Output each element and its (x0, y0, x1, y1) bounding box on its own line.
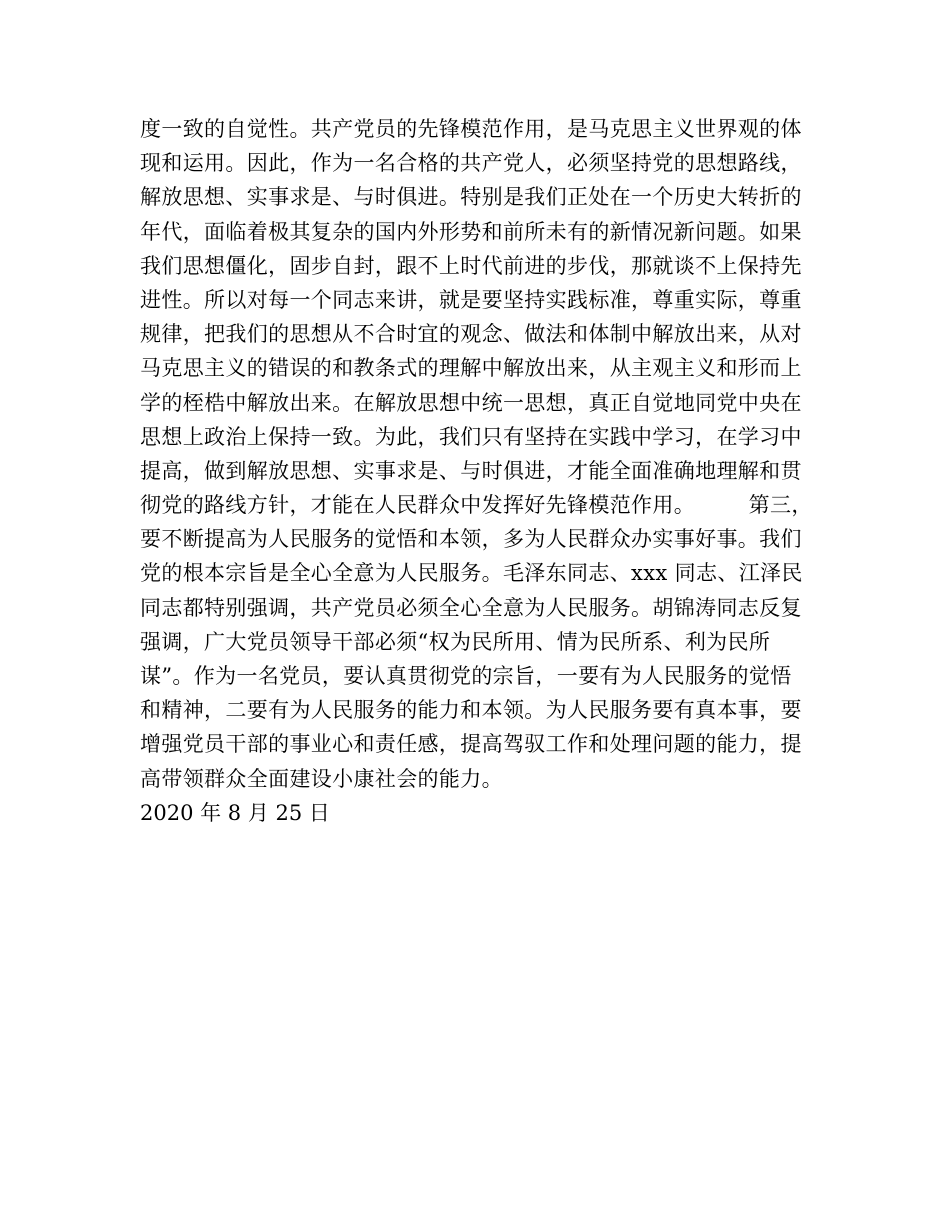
document-body (140, 112, 830, 830)
text-line: 高带领群众全面建设小康社会的能力。 (140, 766, 503, 791)
text-line: 规律，把我们的思想从不合时宜的观念、做法和体制中解放出来，从对 (140, 322, 802, 347)
text-line: 进性。所以对每一个同志来讲，就是要坚持实践标准，尊重实际，尊重 (140, 287, 802, 312)
text-line: 党的根本宗旨是全心全意为人民服务。毛泽东同志、xxx 同志、江泽民 (140, 561, 803, 586)
text-line: 增强党员干部的事业心和责任感，提高驾驭工作和处理问题的能力，提 (140, 732, 802, 757)
text-line: 强调，广大党员领导干部必须“权为民所用、情为民所系、利为民所 (140, 629, 771, 654)
text-line: 学的桎梏中解放出来。在解放思想中统一思想，真正自觉地同党中央在 (140, 390, 802, 415)
text-line: 解放思想、实事求是、与时俱进。特别是我们正处在一个历史大转折的 (140, 185, 802, 210)
text-line: 和精神，二要有为人民服务的能力和本领。为人民服务要有真本事，要 (140, 698, 802, 723)
text-line: 马克思主义的错误的和教条式的理解中解放出来，从主观主义和形而上 (140, 356, 802, 381)
document-date: 2020 年 8 月 25 日 (140, 800, 330, 825)
text-line: 要不断提高为人民服务的觉悟和本领，多为人民群众办实事好事。我们 (140, 527, 802, 552)
text-line: 提高，做到解放思想、实事求是、与时俱进，才能全面准确地理解和贯 (140, 458, 802, 483)
text-line: 谋”。作为一名党员，要认真贯彻党的宗旨，一要有为人民服务的觉悟 (140, 664, 792, 688)
text-line: 度一致的自觉性。共产党员的先锋模范作用，是马克思主义世界观的体 (140, 117, 802, 141)
text-line: 我们思想僵化，固步自封，跟不上时代前进的步伐，那就谈不上保持先 (140, 253, 802, 278)
text-line: 现和运用。因此，作为一名合格的共产党人，必须坚持党的思想路线， (140, 151, 802, 176)
text-line: 彻党的路线方针，才能在人民群众中发挥好先锋模范作用。 第三， (140, 493, 813, 518)
text-line: 年代，面临着极其复杂的国内外形势和前所未有的新情况新问题。如果 (140, 219, 802, 244)
text-line: 同志都特别强调，共产党员必须全心全意为人民服务。胡锦涛同志反复 (140, 595, 802, 620)
text-line: 思想上政治上保持一致。为此，我们只有坚持在实践中学习，在学习中 (140, 424, 802, 449)
